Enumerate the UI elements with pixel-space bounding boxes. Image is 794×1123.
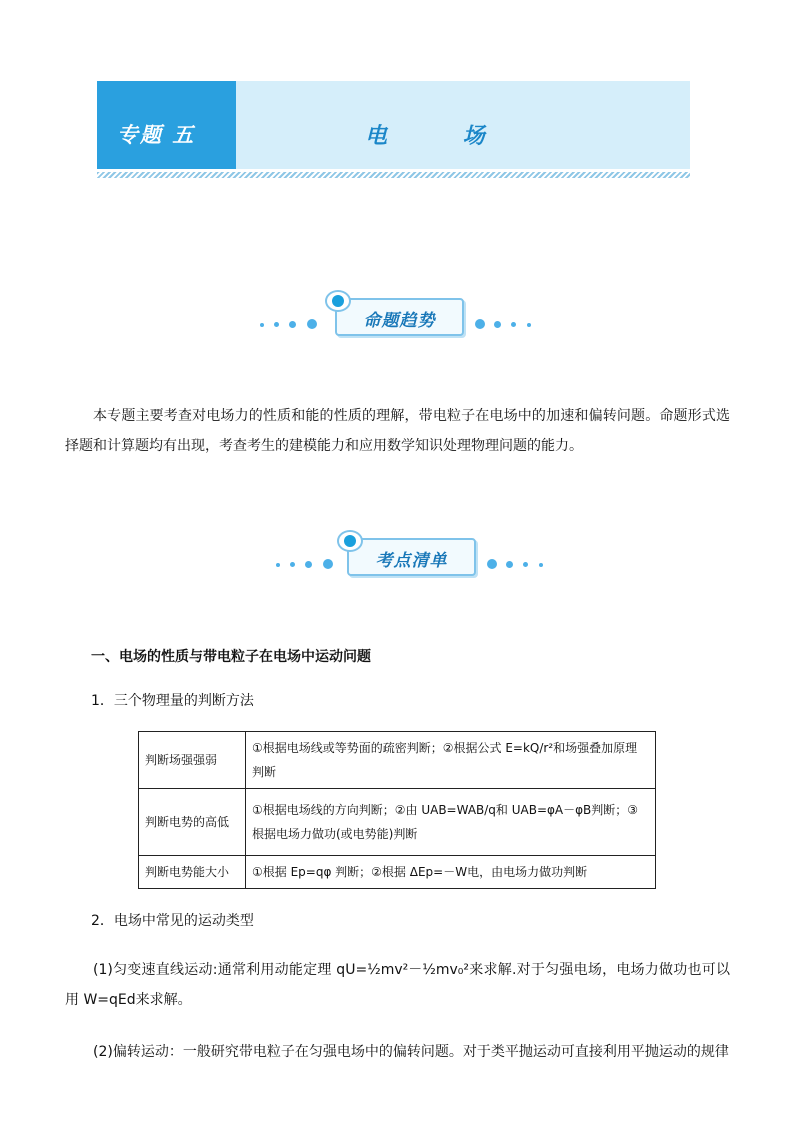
table-key-cell: 判断场强强弱 xyxy=(139,732,246,789)
motion-item-1: (1)匀变速直线运动:通常利用动能定理 qU=½mv²－½mv₀²来求解.对于匀强电场，电场力做功也可以用 W=qEd来求解。 xyxy=(65,962,730,1008)
section-heading: 一、电场的性质与带电粒子在电场中运动问题 xyxy=(91,649,371,665)
subheading-2: 2．电场中常见的运动类型 xyxy=(91,913,254,929)
page-title: 电 场 xyxy=(365,123,519,149)
table-key-cell: 判断电势能大小 xyxy=(139,856,246,889)
checklist-badge-row xyxy=(271,536,556,576)
trend-badge xyxy=(335,298,464,336)
decor-dot xyxy=(506,561,513,568)
criteria-table xyxy=(138,731,656,889)
decor-dot xyxy=(305,561,312,568)
decor-dot xyxy=(260,323,264,327)
table-value-cell: ①根据 Ep=qφ 判断；②根据 ΔEp=－W电，由电场力做功判断 xyxy=(246,856,656,889)
decor-dot xyxy=(289,321,296,328)
table-row xyxy=(139,789,656,856)
subheading-1: 1．三个物理量的判断方法 xyxy=(91,693,254,709)
trend-badge-row xyxy=(255,296,540,336)
decor-dot xyxy=(523,562,528,567)
checklist-badge-label: 考点清单 xyxy=(375,551,448,571)
table-value-cell: ①根据电场线或等势面的疏密判断；②根据公式 E=kQ/r²和场强叠加原理判断 xyxy=(246,732,656,789)
table-value-cell: ①根据电场线的方向判断；②由 UAB=WAB/q和 UAB=φA－φB判断；③根据电场力做功(或电势能)判断 xyxy=(246,789,656,856)
decor-dot xyxy=(323,559,333,569)
decor-dot xyxy=(475,319,485,329)
decor-dot xyxy=(487,559,497,569)
motion-item-2: (2)偏转运动：一般研究带电粒子在匀强电场中的偏转问题。对于类平抛运动可直接利用平抛运动的规律 xyxy=(93,1044,729,1060)
decor-dot xyxy=(290,562,295,567)
decor-dot xyxy=(276,563,280,567)
table-row xyxy=(139,732,656,789)
decor-dot xyxy=(527,323,531,327)
table-row xyxy=(139,856,656,889)
decor-dot xyxy=(494,321,501,328)
decor-dot xyxy=(307,319,317,329)
table-key-cell: 判断电势的高低 xyxy=(139,789,246,856)
trend-paragraph: 本专题主要考查对电场力的性质和能的性质的理解，带电粒子在电场中的加速和偏转问题。命题形式选择题和计算题均有出现，考查考生的建模能力和应用数学知识处理物理问题的能力。 xyxy=(65,408,730,454)
banner-divider xyxy=(97,172,690,178)
topic-banner xyxy=(97,81,690,169)
checklist-badge xyxy=(347,538,476,576)
topic-label: 专题 五 xyxy=(117,122,196,147)
topic-label-block xyxy=(97,81,236,169)
decor-dot xyxy=(511,322,516,327)
trend-badge-label: 命题趋势 xyxy=(363,311,436,331)
decor-dot xyxy=(274,322,279,327)
decor-dot xyxy=(539,563,543,567)
